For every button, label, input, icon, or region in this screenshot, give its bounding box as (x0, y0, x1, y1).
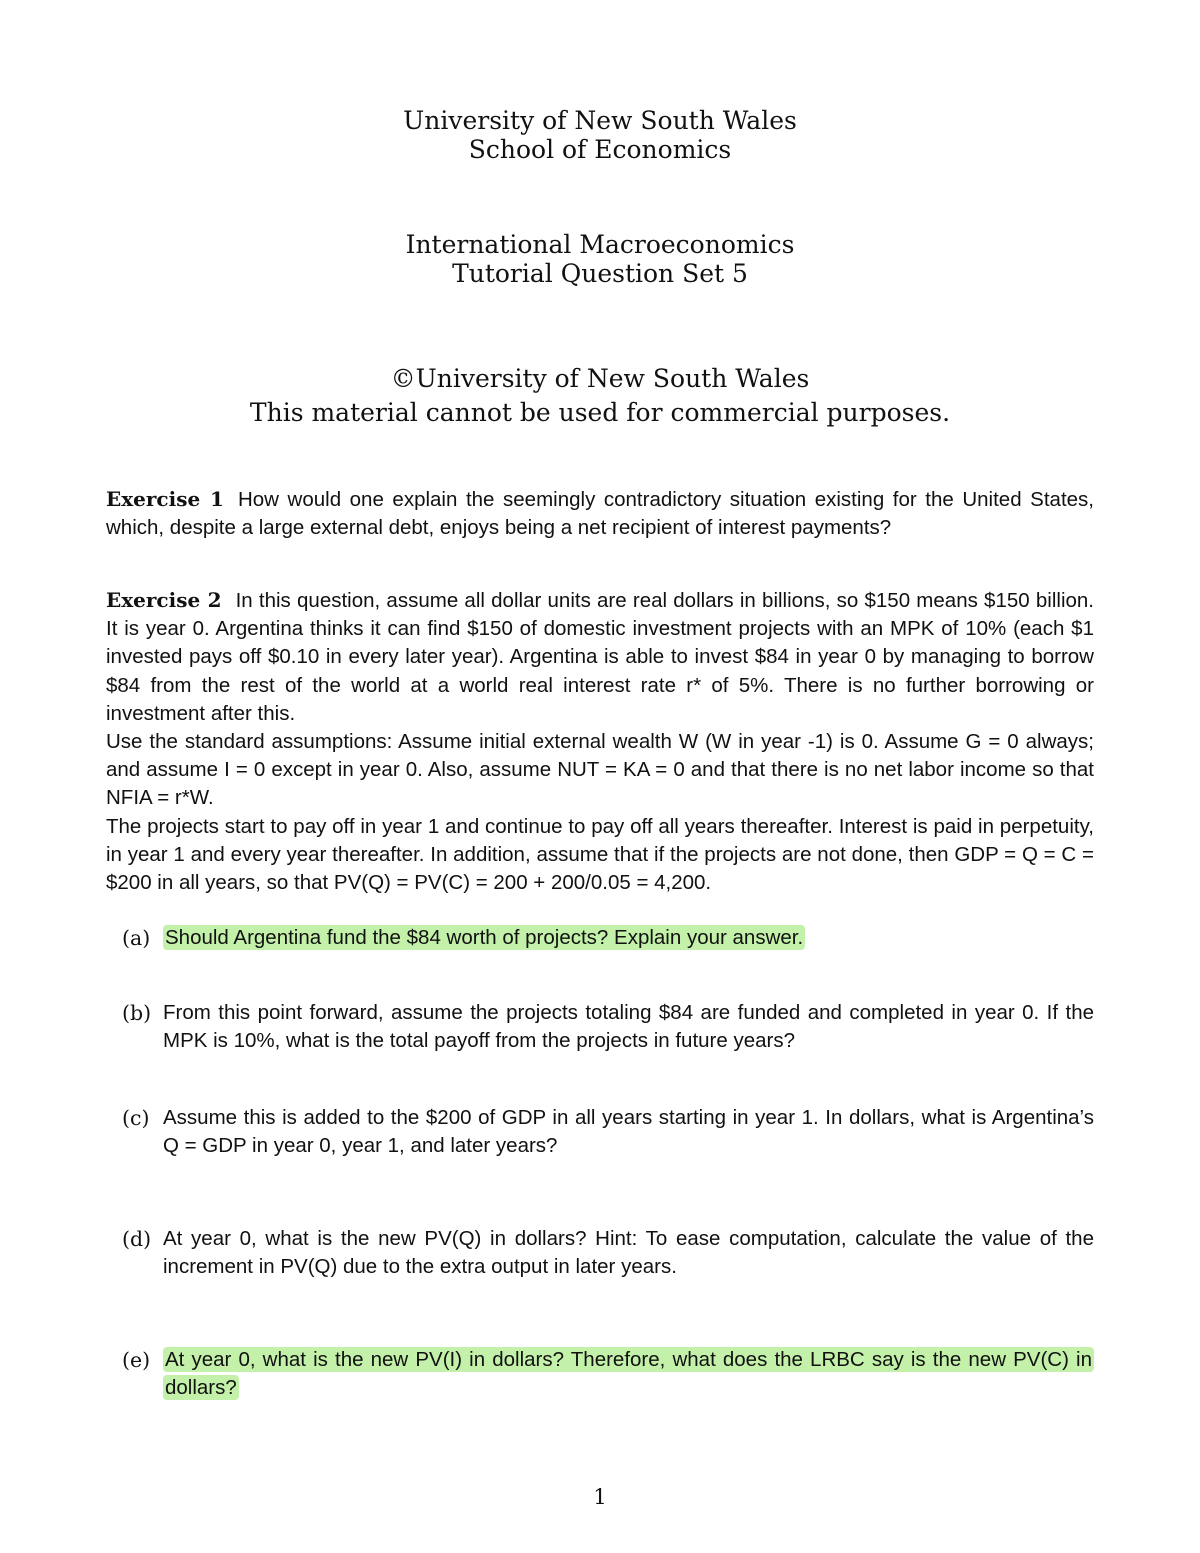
school-name: School of Economics (468, 135, 732, 164)
question-label: (a) (122, 926, 151, 950)
question-a (106, 924, 1094, 952)
institution-header (0, 106, 1200, 164)
copyright-block (0, 362, 1200, 430)
university-name: University of New South Wales (403, 106, 797, 135)
exercise-2-paragraph-3: The projects start to pay off in year 1 and continue to pay off all years thereafter. Interest is paid in perpetuity, in year 1 and every year thereafter. In addition, assume that if the projects are not done, then GDP = Q = C = $200 in all years, so that PV(Q) = PV(C) = 200 + 200/0.05 = 4,200. (106, 814, 1094, 895)
copyright-line: ©University of New South Wales (390, 364, 810, 393)
exercise-2-paragraph-1: In this question, assume all dollar units are real dollars in billions, so $150 means $150 billion. It is year 0. Argentina thinks it can find $150 of domestic investment projects with an MPK of 10% (each $1 invested pays off $0.10 in every later year). Argentina is able to invest $84 in year 0 by managing to borrow $84 from the rest of the world at a world real interest rate r* of 5%. There is no further borrowing or investment after this. (106, 589, 1094, 725)
question-e (106, 1346, 1094, 1402)
question-label: (b) (122, 1001, 152, 1025)
question-b (106, 999, 1094, 1055)
page-number: 1 (593, 1485, 607, 1509)
question-label: (c) (122, 1106, 150, 1130)
usage-notice: This material cannot be used for commercial purposes. (249, 398, 951, 427)
question-text: Assume this is added to the $200 of GDP in all years starting in year 1. In dollars, what is Argentina’s Q = GDP in year 0, year 1, and later years? (163, 1106, 1094, 1158)
question-label: (d) (122, 1227, 152, 1251)
question-text-highlighted: Should Argentina fund the $84 worth of projects? Explain your answer. (165, 926, 804, 949)
question-text: From this point forward, assume the projects totaling $84 are funded and completed in year 0. If the MPK is 10%, what is the total payoff from the projects in future years? (163, 1001, 1094, 1053)
set-title: Tutorial Question Set 5 (452, 259, 748, 288)
exercise-2 (106, 586, 1094, 897)
exercise-1-text: How would one explain the seemingly contradictory situation existing for the United States, which, despite a large external debt, enjoys being a net recipient of interest payments? (106, 488, 1094, 540)
course-title: International Macroeconomics (405, 230, 795, 259)
course-header (0, 230, 1200, 288)
exercise-1-label: Exercise 1 (106, 487, 224, 511)
question-label: (e) (122, 1348, 151, 1372)
exercise-1 (106, 485, 1094, 542)
question-text-highlighted: At year 0, what is the new PV(I) in dollars? Therefore, what does the LRBC say is the new PV(C) in dollars? (165, 1348, 1092, 1400)
question-c (106, 1104, 1094, 1160)
question-d (106, 1225, 1094, 1281)
question-text: At year 0, what is the new PV(Q) in dollars? Hint: To ease computation, calculate the value of the increment in PV(Q) due to the extra output in later years. (163, 1227, 1094, 1279)
exercise-2-label: Exercise 2 (106, 588, 222, 612)
exercise-2-paragraph-2: Use the standard assumptions: Assume initial external wealth W (W in year -1) is 0. Assume G = 0 always; and assume I = 0 except in year 0. Also, assume NUT = KA = 0 and that there is no net labor income so that NFIA = r*W. (106, 730, 1094, 810)
